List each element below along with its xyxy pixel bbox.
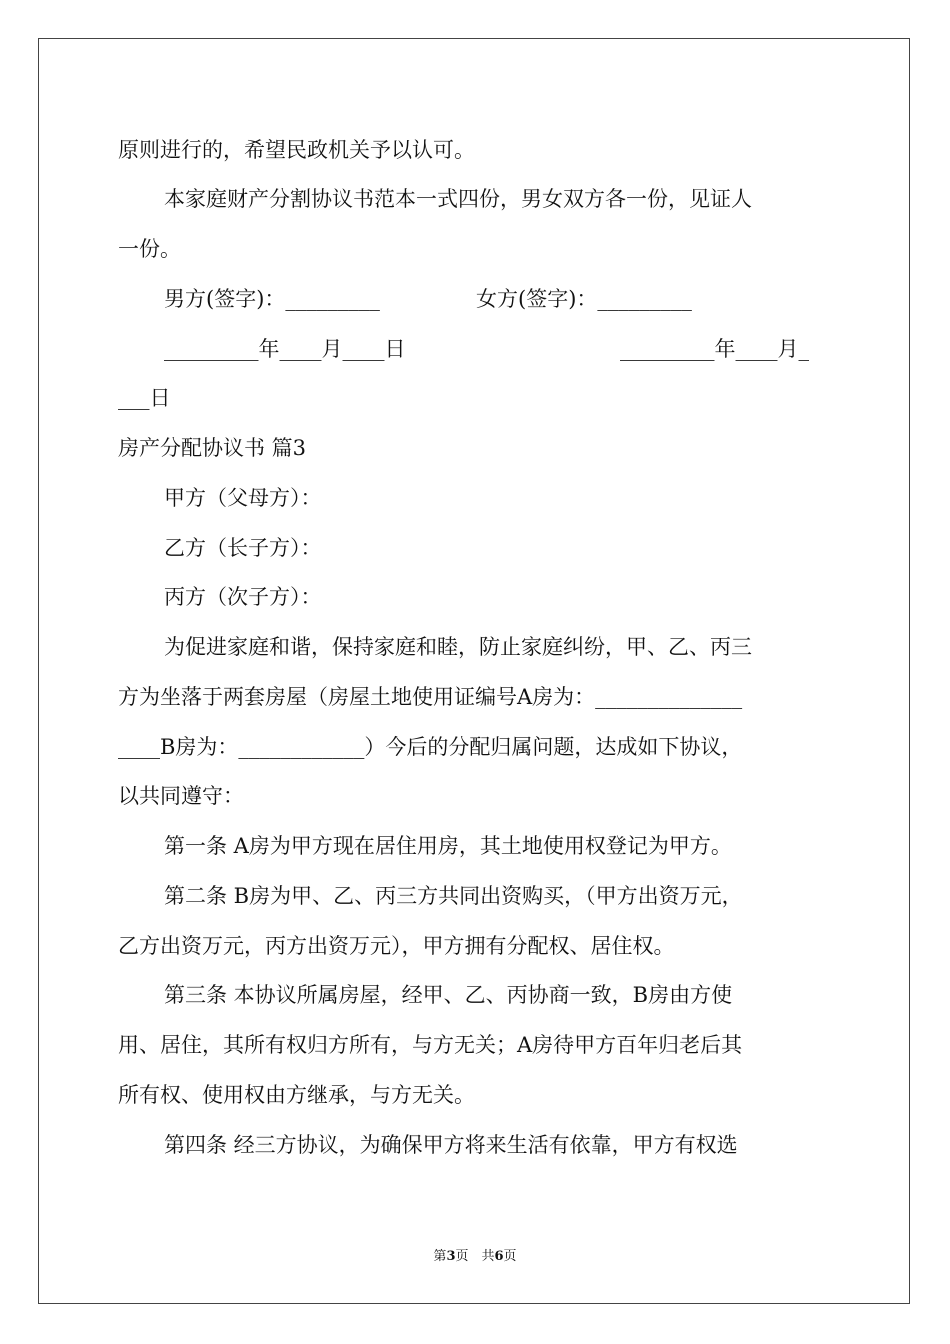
text-line: 本家庭财产分割协议书范本一式四份，男女双方各一份，见证人 bbox=[164, 187, 752, 211]
text-line: ____B房为：____________）今后的分配归属问题，达成如下协议， bbox=[118, 735, 743, 759]
article-2: 第二条 B房为甲、乙、丙三方共同出资购买，（甲方出资万元， bbox=[164, 884, 743, 908]
party-c-line: 丙方（次子方）： bbox=[164, 585, 322, 609]
page-footer bbox=[0, 1245, 950, 1264]
text-line: 乙方出资万元，丙方出资万元），甲方拥有分配权、居住权。 bbox=[118, 934, 675, 958]
party-b-line: 乙方（长子方）： bbox=[164, 536, 322, 560]
text-line: 以共同遵守： bbox=[118, 784, 244, 808]
party-a-line: 甲方（父母方）： bbox=[164, 486, 322, 510]
page-label-suffix: 页 bbox=[503, 1249, 517, 1264]
male-date-line: _________年____月____日 bbox=[164, 337, 406, 361]
article-4: 第四条 经三方协议，为确保甲方将来生活有依靠，甲方有权选 bbox=[164, 1133, 738, 1157]
article-3: 第三条 本协议所属房屋，经甲、乙、丙协商一致，B房由方使 bbox=[164, 983, 733, 1007]
female-date-line: _________年____月_ bbox=[620, 337, 809, 361]
text-line: 方为坐落于两套房屋（房屋土地使用证编号A房为：______________ bbox=[118, 685, 743, 709]
text-line: 为促进家庭和谐，保持家庭和睦，防止家庭纠纷，甲、乙、丙三 bbox=[164, 635, 752, 659]
article-1: 第一条 A房为甲方现在居住用房，其土地使用权登记为甲方。 bbox=[164, 834, 732, 858]
page-current: 3 bbox=[446, 1249, 456, 1264]
page-total: 6 bbox=[494, 1249, 504, 1264]
page-label-prefix: 第 bbox=[433, 1249, 447, 1264]
text-line: 用、居住，其所有权归方所有，与方无关；A房待甲方百年归老后其 bbox=[118, 1033, 743, 1057]
text-line: ___日 bbox=[118, 386, 171, 410]
text-line: 一份。 bbox=[118, 237, 181, 261]
female-signature-line: 女方(签字)：_________ bbox=[476, 287, 692, 311]
page-border bbox=[38, 38, 910, 1304]
page-label-mid: 页 共 bbox=[455, 1249, 495, 1264]
male-signature-line: 男方(签字)：_________ bbox=[164, 287, 380, 311]
section-heading: 房产分配协议书 篇3 bbox=[118, 436, 307, 460]
text-line: 所有权、使用权由方继承，与方无关。 bbox=[118, 1083, 475, 1107]
text-line: 原则进行的，希望民政机关予以认可。 bbox=[118, 138, 475, 162]
